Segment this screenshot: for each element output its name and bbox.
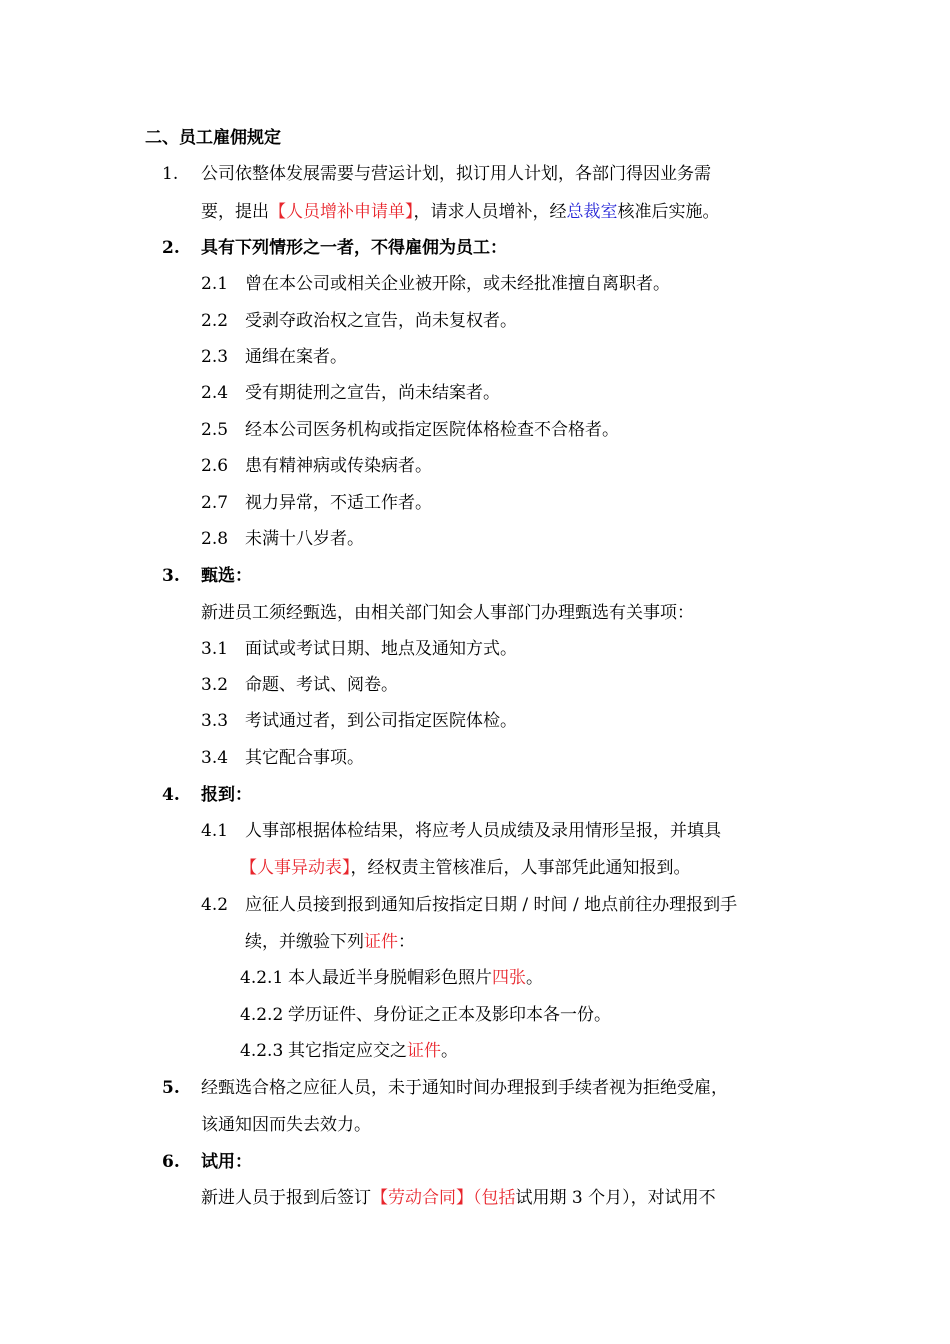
sub-item-text: 患有精神病或传染病者。 bbox=[245, 456, 432, 476]
item-3-title: 甄选： bbox=[201, 566, 252, 586]
sub-item-number: 4.2.2 bbox=[240, 1005, 284, 1025]
contract-note: （包括 bbox=[473, 1188, 516, 1208]
item-3-number: 3. bbox=[162, 566, 180, 586]
sub-item-text: 。 bbox=[526, 968, 543, 988]
sub-item-text: 受剥夺政治权之宣告，尚未复权者。 bbox=[245, 311, 517, 331]
sub-item-text: 续，并缴验下列 bbox=[245, 932, 364, 952]
sub-item-text: 面试或考试日期、地点及通知方式。 bbox=[245, 639, 517, 659]
sub-item-number: 2.4 bbox=[201, 383, 229, 403]
sub-item-text: 人事部根据体检结果，将应考人员成绩及录用情形呈报，并填具 bbox=[245, 821, 721, 841]
sub-item-text: 应征人员接到报到通知后按指定日期 / 时间 / 地点前往办理报到手 bbox=[245, 895, 738, 915]
sub-item-number: 4.1 bbox=[201, 821, 229, 841]
certificates-reference: 证件 bbox=[407, 1041, 441, 1061]
sub-item-2-7 bbox=[201, 491, 432, 515]
item-4-title: 报到： bbox=[201, 785, 252, 805]
sub-item-4-2-3 bbox=[240, 1039, 458, 1063]
sub-item-number: 2.1 bbox=[201, 274, 229, 294]
sub-item-number: 2.6 bbox=[201, 456, 229, 476]
sub-item-number: 3.2 bbox=[201, 675, 229, 695]
item-4-number: 4. bbox=[162, 785, 180, 805]
sub-item-number: 2.5 bbox=[201, 420, 229, 440]
sub-item-text: 曾在本公司或相关企业被开除，或未经批准擅自离职者。 bbox=[245, 274, 670, 294]
sub-item-number: 4.2.1 bbox=[240, 968, 284, 988]
item-6-text: 试用期 3 个月） bbox=[515, 1188, 631, 1208]
item-5-line-2: 该通知因而失去效力。 bbox=[201, 1115, 371, 1135]
sub-item-number: 2.8 bbox=[201, 529, 229, 549]
sub-item-4-2-line-1 bbox=[201, 893, 737, 917]
item-6-number: 6. bbox=[162, 1152, 180, 1172]
sub-item-text: 视力异常，不适工作者。 bbox=[245, 493, 432, 513]
form-reference: 【人员增补申请单】 bbox=[269, 202, 414, 222]
item-5-line-1: 经甄选合格之应征人员，未于通知时间办理报到手续者视为拒绝受雇， bbox=[201, 1078, 728, 1098]
sub-item-4-2-line-2 bbox=[245, 930, 415, 954]
sub-item-text: 命题、考试、阅卷。 bbox=[245, 675, 398, 695]
item-1-text: ，请求人员增补，经 bbox=[413, 202, 567, 222]
item-2-number: 2. bbox=[162, 238, 180, 258]
sub-item-2-4 bbox=[201, 381, 500, 405]
sub-item-text: 受有期徒刑之宣告，尚未结案者。 bbox=[245, 383, 500, 403]
sub-item-2-6 bbox=[201, 454, 432, 478]
section-title: 二、员工雇佣规定 bbox=[145, 128, 281, 148]
certificates-reference: 证件 bbox=[364, 932, 398, 952]
item-2-title: 具有下列情形之一者，不得雇佣为员工： bbox=[201, 238, 507, 258]
sub-item-number: 3.1 bbox=[201, 639, 229, 659]
sub-item-text: 本人最近半身脱帽彩色照片 bbox=[288, 968, 492, 988]
sub-item-4-2-1 bbox=[240, 966, 543, 990]
contract-reference: 【劳动合同】 bbox=[371, 1188, 473, 1208]
sub-item-number: 2.3 bbox=[201, 347, 229, 367]
sub-item-text: 学历证件、身份证之正本及影印本各一份。 bbox=[288, 1005, 611, 1025]
sub-item-text: 考试通过者，到公司指定医院体检。 bbox=[245, 711, 517, 731]
sub-item-4-1-line-2 bbox=[240, 856, 691, 880]
approver-reference: 总裁室 bbox=[566, 202, 618, 222]
sub-item-4-2-2 bbox=[240, 1003, 611, 1027]
sub-item-number: 4.2 bbox=[201, 895, 229, 915]
sub-item-text: 。 bbox=[441, 1041, 458, 1061]
form-reference: 【人事异动表】 bbox=[240, 858, 351, 878]
item-1-text: 核准后实施。 bbox=[617, 202, 720, 222]
item-3-intro: 新进员工须经甄选，由相关部门知会人事部门办理甄选有关事项： bbox=[201, 603, 694, 623]
item-6-title: 试用： bbox=[201, 1152, 252, 1172]
sub-item-text: 其它配合事项。 bbox=[245, 748, 364, 768]
sub-item-3-4 bbox=[201, 746, 364, 770]
item-1-text: 要，提出 bbox=[201, 202, 269, 222]
sub-item-number: 2.2 bbox=[201, 311, 229, 331]
sub-item-text: 未满十八岁者。 bbox=[245, 529, 364, 549]
sub-item-4-1-line-1 bbox=[201, 819, 721, 843]
sub-item-text: 通缉在案者。 bbox=[245, 347, 347, 367]
sub-item-2-2 bbox=[201, 309, 517, 333]
sub-item-number: 3.3 bbox=[201, 711, 229, 731]
sub-item-2-5 bbox=[201, 418, 619, 442]
item-6-text: 新进人员于报到后签订 bbox=[201, 1188, 371, 1208]
item-1-number: 1. bbox=[162, 164, 179, 184]
photo-count: 四张 bbox=[492, 968, 526, 988]
sub-item-text: 经本公司医务机构或指定医院体格检查不合格者。 bbox=[245, 420, 619, 440]
sub-item-2-8 bbox=[201, 527, 364, 551]
sub-item-3-1 bbox=[201, 637, 517, 661]
sub-item-number: 2.7 bbox=[201, 493, 229, 513]
sub-item-text: ： bbox=[398, 932, 415, 952]
item-6-text: ，对试用不 bbox=[630, 1188, 716, 1208]
sub-item-text: 其它指定应交之 bbox=[288, 1041, 407, 1061]
item-1-line-2 bbox=[201, 200, 720, 224]
sub-item-number: 4.2.3 bbox=[240, 1041, 284, 1061]
sub-item-3-3 bbox=[201, 709, 517, 733]
sub-item-number: 3.4 bbox=[201, 748, 229, 768]
sub-item-3-2 bbox=[201, 673, 398, 697]
item-6-line-1 bbox=[201, 1186, 716, 1210]
sub-item-2-1 bbox=[201, 272, 670, 296]
sub-item-text: ，经权责主管核准后，人事部凭此通知报到。 bbox=[350, 858, 691, 878]
item-1-line-1: 公司依整体发展需要与营运计划，拟订用人计划，各部门得因业务需 bbox=[201, 164, 711, 184]
item-5-number: 5. bbox=[162, 1078, 180, 1098]
sub-item-2-3 bbox=[201, 345, 347, 369]
